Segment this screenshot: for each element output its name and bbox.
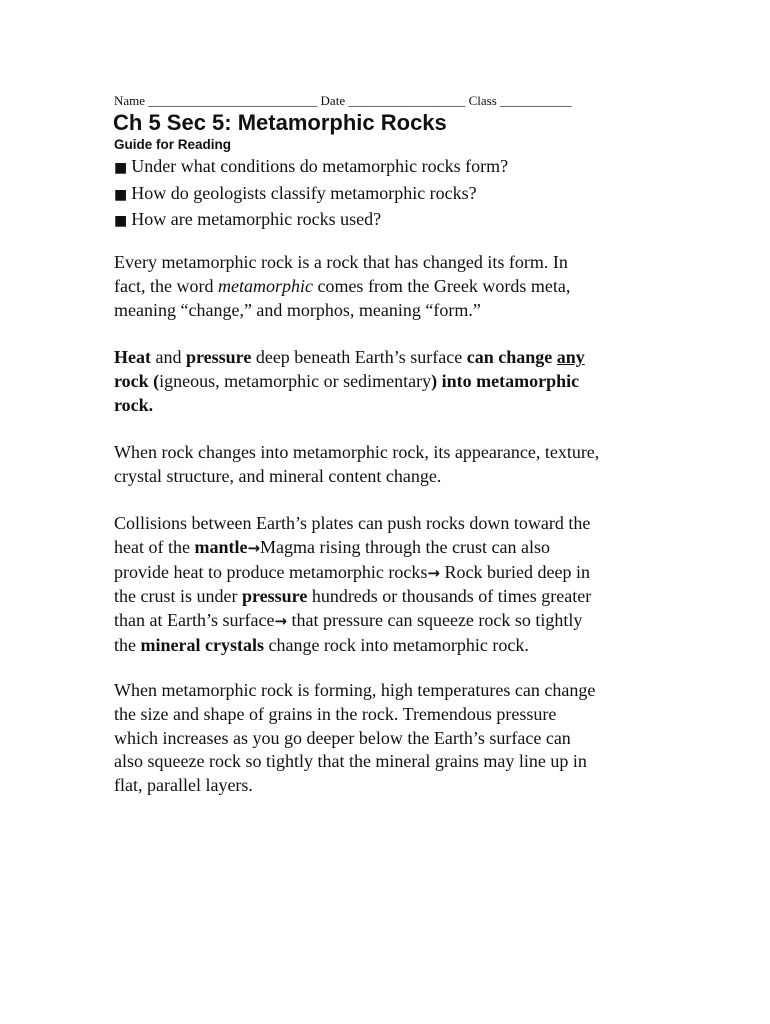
list-item: ■ How are metamorphic rocks used? bbox=[114, 209, 382, 229]
square-bullet-icon: ■ bbox=[114, 213, 128, 229]
paragraph-definition: Every metamorphic rock is a rock that has changed its form. In fact, the word metamorphic comes from the Greek words meta, meaning “change,” and morphos, meaning “form.” bbox=[114, 252, 571, 320]
date-blank: __________________ bbox=[348, 93, 466, 108]
square-bullet-icon: ■ bbox=[114, 186, 128, 203]
date-label: Date bbox=[320, 93, 346, 108]
class-label: Class bbox=[468, 93, 497, 108]
arrow-right-icon: → bbox=[247, 538, 261, 557]
list-item: ■ How do geologists classify metamorphic rocks? bbox=[114, 182, 477, 203]
arrow-right-icon: → bbox=[274, 612, 288, 631]
list-item: ■ Under what conditions do metamorphic rocks form? bbox=[114, 156, 509, 176]
name-label: Name bbox=[114, 93, 146, 108]
emphasis-term: metamorphic bbox=[217, 275, 313, 296]
guide-questions bbox=[114, 154, 508, 234]
paragraph-collisions: Collisions between Earth’s plates can push rocks down toward the heat of the mantle→Magma rising through the crust can also provide heat to produce metamorphic rocks→ Rock buried deep in the crust is under pressure hundreds or thousands of times greater than at Earth’s surface→ that pressure can squeeze rock so tightly the mineral crystals change rock into metamorphic rock. bbox=[114, 513, 592, 655]
class-blank: ___________ bbox=[500, 93, 572, 108]
underlined-any: any bbox=[556, 347, 585, 367]
page-title: Ch 5 Sec 5: Metamorphic Rocks bbox=[113, 110, 447, 135]
arrow-right-icon: → bbox=[427, 563, 440, 582]
paragraph-changes: When rock changes into metamorphic rock, its appearance, texture, crystal structure, and mineral content change. bbox=[114, 442, 600, 486]
guide-subtitle: Guide for Reading bbox=[114, 137, 232, 152]
paragraph-key-idea: Heat and pressure deep beneath Earth’s surface can change any rock (igneous, metamorphic or sedimentary) into metamorphic rock. bbox=[114, 347, 585, 415]
name-blank: __________________________ bbox=[148, 93, 318, 108]
square-bullet-icon: ■ bbox=[114, 160, 128, 176]
paragraph-forming: When metamorphic rock is forming, high temperatures can change the size and shape of grains in the rock. Tremendous pressure which increases as you go deeper below the Earth’s surface can also squeeze rock so tightly that the mineral grains may line up in flat, parallel layers. bbox=[114, 680, 596, 796]
header-fields bbox=[114, 93, 572, 109]
